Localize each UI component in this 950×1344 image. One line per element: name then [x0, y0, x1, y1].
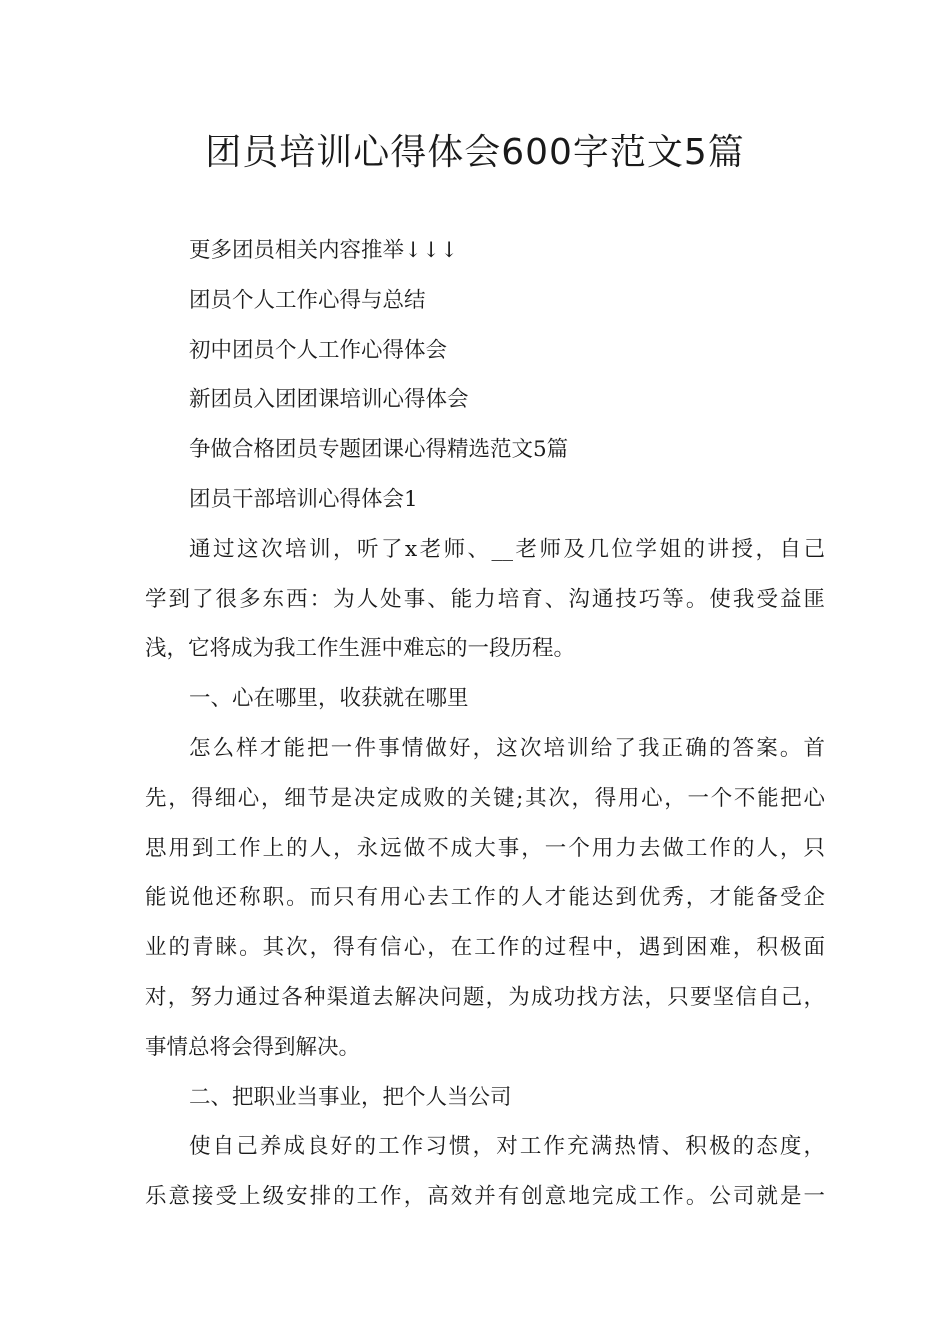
- related-link[interactable]: 初中团员个人工作心得体会: [189, 337, 448, 363]
- recommend-header: 更多团员相关内容推举↓↓↓: [189, 238, 459, 263]
- paragraph-line: 学到了很多东西：为人处事、能力培育、沟通技巧等。使我受益匪: [145, 586, 825, 612]
- subheading: 二、把职业当事业，把个人当公司: [189, 1084, 512, 1110]
- paragraph-line: 怎么样才能把一件事情做好，这次培训给了我正确的答案。首: [189, 735, 825, 761]
- paragraph-line: 先，得细心，细节是决定成败的关键;其次，得用心，一个不能把心: [145, 785, 825, 811]
- document-title: 团员培训心得体会600字范文5篇: [205, 132, 745, 173]
- related-link[interactable]: 团员个人工作心得与总结: [189, 287, 426, 313]
- paragraph-line: 乐意接受上级安排的工作，高效并有创意地完成工作。公司就是一: [145, 1184, 825, 1210]
- related-link[interactable]: 新团员入团团课培训心得体会: [189, 387, 469, 413]
- paragraph-line: 对，努力通过各种渠道去解决问题，为成功找方法，只要坚信自己，: [145, 984, 825, 1010]
- paragraph-line: 通过这次培训，听了x老师、__老师及几位学姐的讲授，自己: [189, 536, 825, 562]
- subheading: 一、心在哪里，收获就在哪里: [189, 686, 469, 712]
- paragraph-line: 能说他还称职。而只有用心去工作的人才能达到优秀，才能备受企: [145, 885, 825, 911]
- paragraph-line: 使自己养成良好的工作习惯，对工作充满热情、积极的态度，: [189, 1134, 825, 1160]
- paragraph-line: 业的青睐。其次，得有信心，在工作的过程中，遇到困难，积极面: [145, 935, 825, 961]
- paragraph-line: 浅，它将成为我工作生涯中难忘的一段历程。: [145, 636, 576, 662]
- paragraph-line: 思用到工作上的人，永远做不成大事，一个用力去做工作的人，只: [145, 835, 825, 861]
- section-title: 团员干部培训心得体会1: [189, 486, 418, 512]
- paragraph-line: 事情总将会得到解决。: [145, 1034, 361, 1060]
- document-body: [145, 226, 825, 1222]
- related-link[interactable]: 争做合格团员专题团课心得精选范文5篇: [189, 437, 569, 463]
